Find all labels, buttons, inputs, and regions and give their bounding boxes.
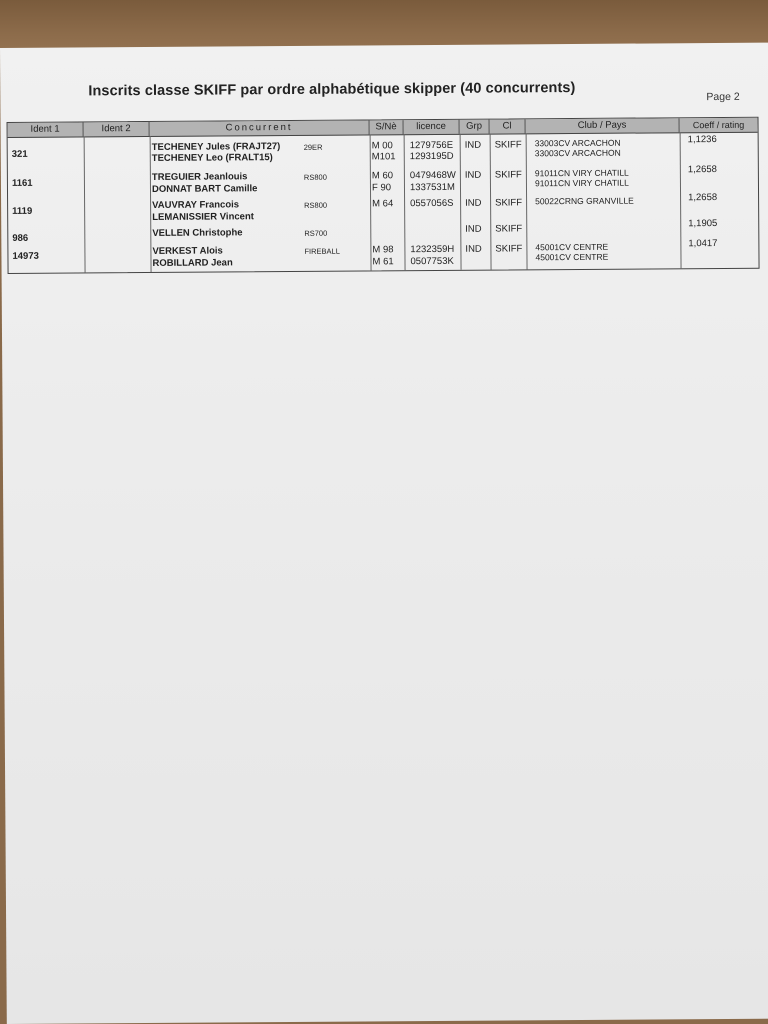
boat-class: RS700 xyxy=(304,228,328,238)
coeff-cell: 1,0417 xyxy=(688,237,718,250)
column-divider xyxy=(680,132,682,268)
grp-cell: IND xyxy=(465,197,482,209)
coeff-cell: 1,1905 xyxy=(688,217,718,230)
club-cell: 45001CV CENTRE xyxy=(535,251,609,263)
class-cell: SKIFF xyxy=(494,169,522,181)
column-divider xyxy=(84,136,86,272)
class-cell: SKIFF xyxy=(494,139,522,151)
grp-cell: IND xyxy=(464,139,482,151)
skipper-name: TREGUIER Jeanlouis xyxy=(151,171,248,183)
club-cell: 33003CV ARCACHON xyxy=(534,137,621,149)
sn-cell: F 90 xyxy=(371,182,392,194)
header-cl: Cl xyxy=(490,119,526,133)
class-cell: SKIFF xyxy=(495,243,523,255)
crew-name: DONNAT BART Camille xyxy=(151,183,258,195)
paper-sheet xyxy=(0,43,768,1024)
club-cell: 45001CV CENTRE xyxy=(535,241,609,253)
licence-cell: 1337531M xyxy=(409,181,455,194)
ident1-cell: 1161 xyxy=(11,177,33,189)
grp-cell: IND xyxy=(465,243,482,255)
licence-cell: 0557056S xyxy=(410,197,454,210)
coeff-cell: 1,2658 xyxy=(687,163,717,176)
grp-cell: IND xyxy=(464,169,482,181)
grp-cell: IND xyxy=(465,223,482,235)
licence-cell: 1293195D xyxy=(409,150,454,163)
header-ident2: Ident 2 xyxy=(84,122,150,136)
club-cell: 50022CRNG GRANVILLE xyxy=(535,195,634,207)
header-club: Club / Pays xyxy=(526,118,680,133)
column-divider xyxy=(460,134,462,270)
column-divider xyxy=(526,133,528,269)
ident1-cell: 986 xyxy=(12,232,29,244)
skipper-name: VERKEST Alois xyxy=(152,245,223,257)
column-divider xyxy=(490,134,492,270)
table-header xyxy=(8,118,758,138)
sn-cell: M101 xyxy=(371,151,396,163)
header-grp: Grp xyxy=(460,120,490,134)
licence-cell: 0507753K xyxy=(410,255,454,268)
sn-cell: M 64 xyxy=(372,198,394,210)
club-cell: 91011CN VIRY CHATILL xyxy=(534,167,629,179)
crew-name: ROBILLARD Jean xyxy=(152,257,233,269)
boat-class: RS800 xyxy=(304,200,328,210)
class-cell: SKIFF xyxy=(495,197,523,209)
club-cell: 91011CN VIRY CHATILL xyxy=(534,177,629,189)
header-sn: S/Nè xyxy=(370,120,404,134)
club-cell: 33003CV ARCACHON xyxy=(534,147,621,159)
header-concurrent: Concurrent xyxy=(150,120,370,136)
boat-class: 29ER xyxy=(303,142,323,152)
coeff-cell: 1,1236 xyxy=(687,133,717,146)
class-cell: SKIFF xyxy=(495,223,523,235)
column-divider xyxy=(404,134,406,270)
skipper-name: TECHENEY Jules (FRAJT27) xyxy=(151,141,281,153)
page-number: Page 2 xyxy=(706,90,740,104)
boat-class: RS800 xyxy=(303,172,327,182)
sn-cell: M 61 xyxy=(372,256,394,268)
crew-name: TECHENEY Leo (FRALT15) xyxy=(151,152,273,164)
sn-cell: M 00 xyxy=(371,140,393,152)
sn-cell: M 98 xyxy=(372,244,394,256)
ident1-cell: 1119 xyxy=(12,205,33,217)
header-coeff: Coeff / rating xyxy=(692,119,745,131)
header-licence: licence xyxy=(404,120,460,134)
sn-cell: M 60 xyxy=(371,170,394,182)
boat-class: FIREBALL xyxy=(304,246,340,256)
ident1-cell: 321 xyxy=(11,148,28,160)
coeff-cell: 1,2658 xyxy=(688,191,718,204)
skipper-name: VAUVRAY Francois xyxy=(152,199,240,211)
licence-cell: 0479468W xyxy=(409,169,456,182)
header-ident1: Ident 1 xyxy=(8,122,84,137)
licence-cell: 1279756E xyxy=(409,139,454,152)
skipper-name: VELLEN Christophe xyxy=(152,227,243,239)
entries-table xyxy=(7,117,760,274)
document-title: Inscrits classe SKIFF par ordre alphabétique skipper (40 concurrents) xyxy=(88,79,576,100)
licence-cell: 1232359H xyxy=(410,243,455,256)
crew-name: LEMANISSIER Vincent xyxy=(152,211,254,223)
ident1-cell: 14973 xyxy=(12,250,39,262)
